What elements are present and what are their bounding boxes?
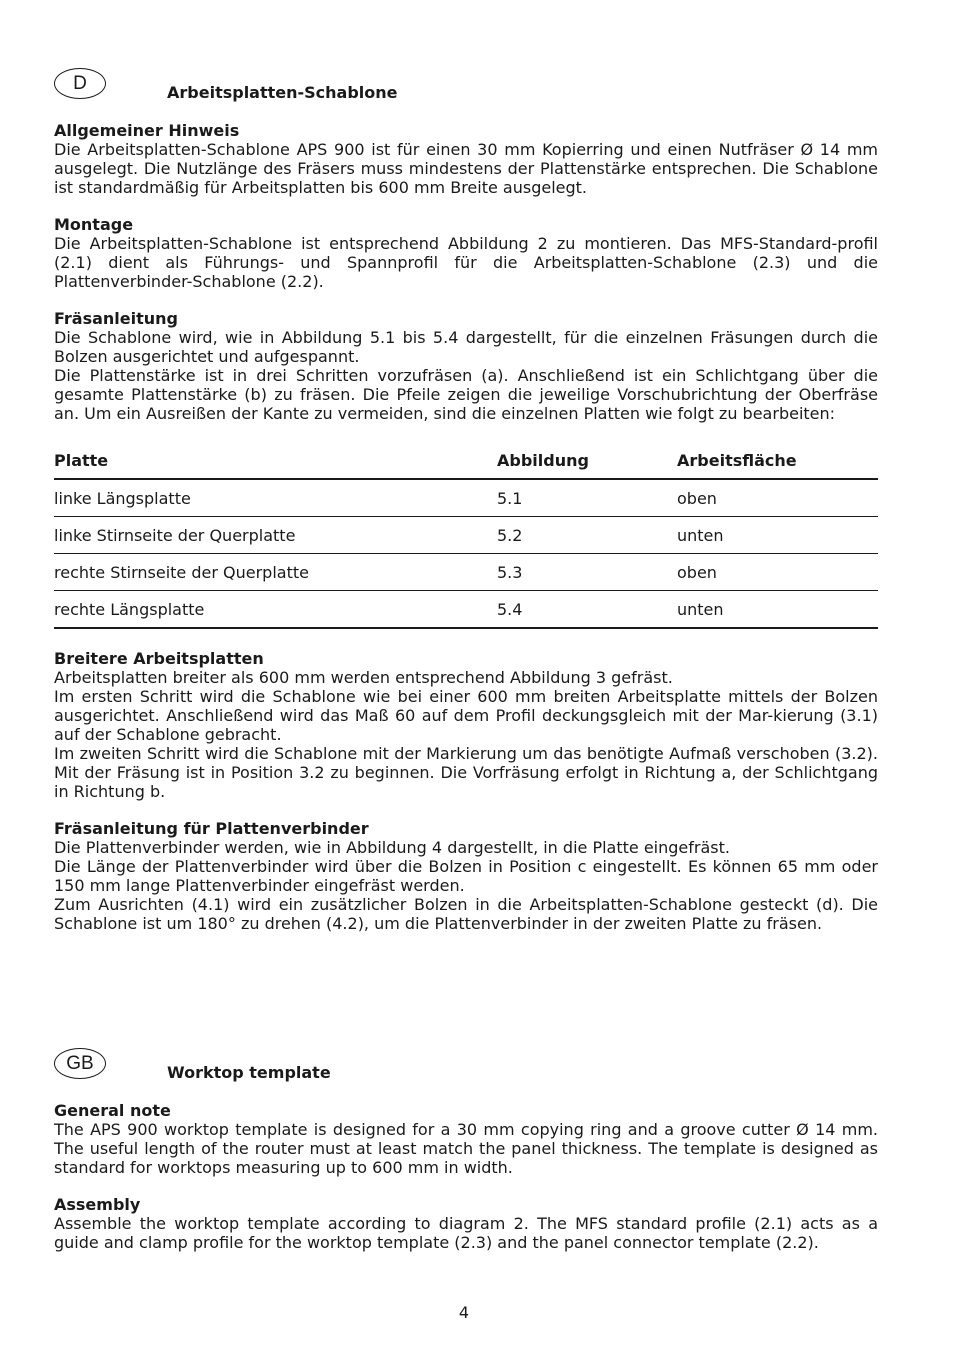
table-header-figure: Abbildung: [497, 442, 677, 479]
assembly-de: [54, 215, 878, 291]
table-cell: unten: [677, 591, 878, 629]
paragraph-general-de: Die Arbeitsplatten-Schablone APS 900 ist für einen 30 mm Kopierring und einen Nutfräser Ø 14 mm ausgelegt. Die Nutzlänge des Fräsers muss mindestens der Plattenstärke entsprechen. Die Schablone ist standardmäßig für Arbeitsplatten bis 600 mm Breite ausgelegt.: [54, 140, 878, 197]
paragraph-connectors-3-de: Zum Ausrichten (4.1) wird ein zusätzlicher Bolzen in die Arbeitsplatten-Schablone gesteckt (d). Die Schablone ist um 180° zu drehen (4.2), um die Plattenverbinder in der zweiten Platte zu fräsen.: [54, 895, 878, 933]
table-header-surface: Arbeitsfläche: [677, 442, 878, 479]
paragraph-wider-2-de: Im ersten Schritt wird die Schablone wie bei einer 600 mm breiten Arbeitsplatte mittels der Bolzen ausgerichtet. Anschließend wird das Maß 60 auf dem Profil deckungsgleich mit der Mar-kierung (3.1) auf der Schablone gebracht.: [54, 687, 878, 744]
wider-worktops-de: [54, 649, 878, 801]
section-title-gb: Worktop template: [167, 1063, 331, 1082]
heading-assembly-gb: Assembly: [54, 1195, 141, 1214]
heading-connectors-de: Fräsanleitung für Plattenverbinder: [54, 819, 369, 838]
heading-general-gb: General note: [54, 1101, 171, 1120]
table-cell: 5.3: [497, 554, 677, 591]
language-badge-gb: GB: [54, 1048, 106, 1079]
heading-milling-de: Fräsanleitung: [54, 309, 179, 328]
heading-wider-de: Breitere Arbeitsplatten: [54, 649, 264, 668]
table-row: [54, 517, 878, 554]
paragraph-connectors-1-de: Die Plattenverbinder werden, wie in Abbildung 4 dargestellt, in die Platte eingefräst.: [54, 838, 730, 857]
language-badge-d: D: [54, 68, 106, 99]
table-cell: oben: [677, 479, 878, 517]
table-cell: rechte Stirnseite der Querplatte: [54, 554, 497, 591]
connectors-de: [54, 819, 878, 933]
table-row: [54, 591, 878, 629]
table-cell: linke Längsplatte: [54, 479, 497, 517]
general-note-gb: [54, 1101, 878, 1177]
page-number: 4: [458, 1303, 470, 1322]
table-header-row: [54, 442, 878, 479]
paragraph-assembly-de: Die Arbeitsplatten-Schablone ist entsprechend Abbildung 2 zu montieren. Das MFS-Standard-profil (2.1) dient als Führungs- und Spannprofil für die Arbeitsplatten-Schablone (2.3) und die Plattenverbinder-Schablone (2.2).: [54, 234, 878, 291]
paragraph-milling-2-de: Die Plattenstärke ist in drei Schritten vorzufräsen (a). Anschließend ist ein Schlichtgang über die gesamte Plattenstärke (b) zu fräsen. Die Pfeile zeigen die jeweilige Vorschubrichtung der Oberfräse an. Um ein Ausreißen der Kante zu vermeiden, sind die einzelnen Platten wie folgt zu bearbeiten:: [54, 366, 878, 423]
paragraph-general-gb: The APS 900 worktop template is designed for a 30 mm copying ring and a groove cutter Ø 14 mm. The useful length of the router must at least match the panel thickness. The template is designed as standard for worktops measuring up to 600 mm in width.: [54, 1120, 878, 1177]
table-cell: linke Stirnseite der Querplatte: [54, 517, 497, 554]
milling-de: [54, 309, 878, 423]
table-row: [54, 554, 878, 591]
paragraph-milling-1-de: Die Schablone wird, wie in Abbildung 5.1 bis 5.4 dargestellt, für die einzelnen Fräsungen durch die Bolzen ausgerichtet und aufgespannt.: [54, 328, 878, 366]
section-title-de: Arbeitsplatten-Schablone: [167, 83, 398, 102]
heading-assembly-de: Montage: [54, 215, 134, 234]
general-note-de: [54, 121, 878, 197]
table-header-plate: Platte: [54, 442, 497, 479]
assembly-gb: [54, 1195, 878, 1252]
table-cell: 5.1: [497, 479, 677, 517]
table-cell: 5.4: [497, 591, 677, 629]
table-cell: 5.2: [497, 517, 677, 554]
paragraph-wider-1-de: Arbeitsplatten breiter als 600 mm werden entsprechend Abbildung 3 gefräst.: [54, 668, 673, 687]
plate-table: [54, 442, 878, 629]
table-row: [54, 479, 878, 517]
heading-general-de: Allgemeiner Hinweis: [54, 121, 240, 140]
table-cell: unten: [677, 517, 878, 554]
table-cell: rechte Längsplatte: [54, 591, 497, 629]
paragraph-assembly-gb: Assemble the worktop template according to diagram 2. The MFS standard profile (2.1) acts as a guide and clamp profile for the worktop template (2.3) and the panel connector template (2.2).: [54, 1214, 878, 1252]
paragraph-connectors-2-de: Die Länge der Plattenverbinder wird über die Bolzen in Position c eingestellt. Es können 65 mm oder 150 mm lange Plattenverbinder eingefräst werden.: [54, 857, 878, 895]
paragraph-wider-3-de: Im zweiten Schritt wird die Schablone mit der Markierung um das benötigte Aufmaß verschoben (3.2). Mit der Fräsung ist in Position 3.2 zu beginnen. Die Vorfräsung erfolgt in Richtung a, der Schlichtgang in Richtung b.: [54, 744, 878, 801]
table-cell: oben: [677, 554, 878, 591]
